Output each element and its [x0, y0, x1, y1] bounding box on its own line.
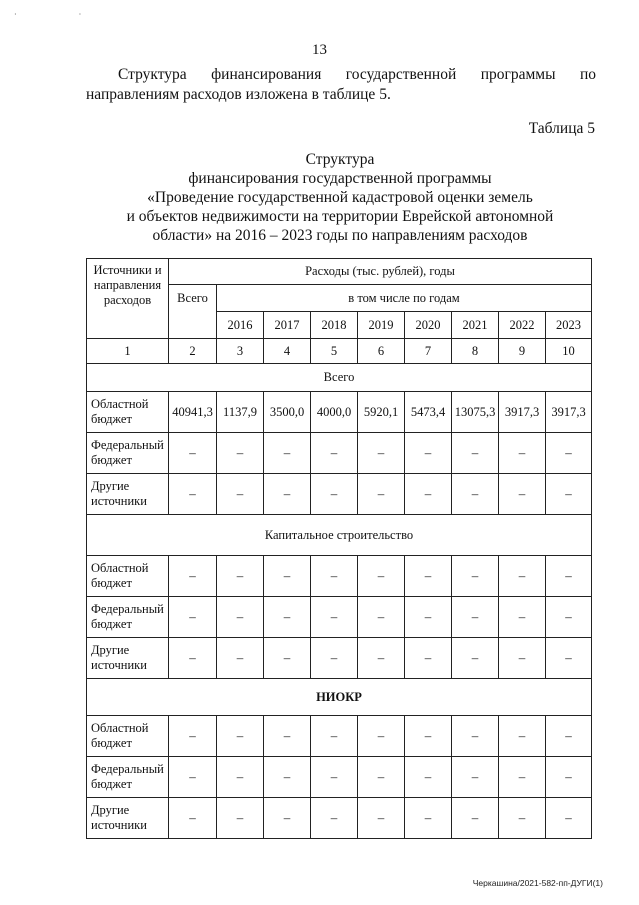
page-number: 13 — [312, 42, 327, 58]
value-cell: – — [499, 474, 546, 515]
value-cell: 3917,3 — [499, 392, 546, 433]
value-cell: – — [546, 798, 592, 839]
value-cell: – — [358, 474, 405, 515]
value-cell: – — [358, 597, 405, 638]
column-number: 9 — [499, 339, 546, 364]
value-cell: – — [264, 757, 311, 798]
header-source: Источники и направления расходов — [87, 259, 169, 339]
value-cell: – — [546, 716, 592, 757]
value-cell: – — [264, 474, 311, 515]
table-title — [60, 150, 620, 245]
value-cell: – — [499, 597, 546, 638]
value-cell: – — [217, 638, 264, 679]
table-row — [87, 597, 592, 638]
year-header: 2018 — [311, 312, 358, 339]
value-cell: – — [405, 716, 452, 757]
value-cell: – — [546, 757, 592, 798]
value-cell: 1137,9 — [217, 392, 264, 433]
table-row — [87, 716, 592, 757]
column-number: 5 — [311, 339, 358, 364]
row-source: Областной бюджет — [87, 716, 169, 757]
value-cell: – — [217, 798, 264, 839]
title-line: и объектов недвижимости на территории Еврейской автономной — [126, 208, 554, 225]
value-cell: – — [546, 556, 592, 597]
value-cell: – — [264, 597, 311, 638]
value-cell: – — [452, 556, 499, 597]
value-cell: 3917,3 — [546, 392, 592, 433]
value-cell: – — [217, 433, 264, 474]
row-source: Областной бюджет — [87, 392, 169, 433]
financing-table — [86, 258, 592, 839]
value-cell: – — [499, 757, 546, 798]
value-cell: – — [358, 716, 405, 757]
intro-word: по — [579, 66, 597, 83]
value-cell: – — [169, 757, 217, 798]
row-source: Федеральный бюджет — [87, 757, 169, 798]
value-cell: – — [452, 597, 499, 638]
value-cell: – — [264, 798, 311, 839]
section-title: Капитальное строительство — [87, 515, 592, 556]
value-cell: – — [311, 433, 358, 474]
column-number: 8 — [452, 339, 499, 364]
table-row — [87, 392, 592, 433]
value-cell: – — [499, 798, 546, 839]
value-cell: – — [405, 597, 452, 638]
value-cell: – — [405, 474, 452, 515]
header-expenses: Расходы (тыс. рублей), годы — [169, 259, 592, 285]
row-source: Другие источники — [87, 798, 169, 839]
year-header: 2016 — [217, 312, 264, 339]
year-header: 2023 — [546, 312, 592, 339]
value-cell: 4000,0 — [311, 392, 358, 433]
column-number: 7 — [405, 339, 452, 364]
column-number: 4 — [264, 339, 311, 364]
value-cell: – — [452, 798, 499, 839]
value-cell: – — [311, 757, 358, 798]
table-row — [87, 556, 592, 597]
column-number: 2 — [169, 339, 217, 364]
value-cell: – — [452, 474, 499, 515]
table-label: Таблица 5 — [528, 120, 595, 137]
value-cell: – — [405, 757, 452, 798]
value-cell: – — [452, 433, 499, 474]
title-line: области» на 2016 – 2023 годы по направлениям расходов — [152, 227, 528, 244]
value-cell: – — [358, 638, 405, 679]
column-number: 6 — [358, 339, 405, 364]
value-cell: – — [499, 433, 546, 474]
value-cell: – — [358, 433, 405, 474]
value-cell: – — [546, 433, 592, 474]
footer-reference: Черкашина/2021-582-пп-ДУГИ(1) — [472, 878, 603, 888]
intro-word: программы — [480, 66, 556, 83]
value-cell: – — [311, 474, 358, 515]
intro-line-2: направлениям расходов изложена в таблице 5. — [86, 86, 391, 103]
value-cell: – — [264, 716, 311, 757]
row-source: Областной бюджет — [87, 556, 169, 597]
intro-line-1 — [118, 66, 596, 84]
header-total: Всего — [169, 285, 217, 339]
value-cell: – — [169, 716, 217, 757]
value-cell: – — [358, 798, 405, 839]
value-cell: – — [546, 638, 592, 679]
year-header: 2022 — [499, 312, 546, 339]
value-cell: – — [264, 638, 311, 679]
value-cell: – — [546, 474, 592, 515]
title-line: Структура — [305, 151, 375, 168]
value-cell: – — [311, 638, 358, 679]
section-title: НИОКР — [87, 679, 592, 716]
value-cell: – — [452, 716, 499, 757]
value-cell: – — [311, 716, 358, 757]
title-line: «Проведение государственной кадастровой оценки земель — [147, 189, 533, 206]
value-cell: 5920,1 — [358, 392, 405, 433]
value-cell: 13075,3 — [452, 392, 499, 433]
year-header: 2021 — [452, 312, 499, 339]
value-cell: – — [217, 757, 264, 798]
value-cell: – — [311, 556, 358, 597]
intro-word: Структура — [118, 66, 187, 83]
value-cell: – — [311, 597, 358, 638]
year-header: 2017 — [264, 312, 311, 339]
column-number: 10 — [546, 339, 592, 364]
value-cell: – — [217, 597, 264, 638]
row-source: Другие источники — [87, 474, 169, 515]
value-cell: – — [452, 638, 499, 679]
value-cell: – — [264, 433, 311, 474]
table-row — [87, 638, 592, 679]
value-cell: – — [311, 798, 358, 839]
year-header: 2019 — [358, 312, 405, 339]
value-cell: – — [217, 556, 264, 597]
intro-word: финансирования — [211, 66, 322, 83]
intro-word: государственной — [345, 66, 457, 83]
value-cell: – — [264, 556, 311, 597]
value-cell: – — [217, 716, 264, 757]
value-cell: – — [499, 556, 546, 597]
value-cell: – — [169, 433, 217, 474]
value-cell: – — [358, 757, 405, 798]
value-cell: – — [546, 597, 592, 638]
year-header: 2020 — [405, 312, 452, 339]
value-cell: – — [169, 474, 217, 515]
row-source: Другие источники — [87, 638, 169, 679]
value-cell: – — [169, 638, 217, 679]
value-cell: 3500,0 — [264, 392, 311, 433]
value-cell: – — [405, 798, 452, 839]
value-cell: – — [499, 638, 546, 679]
section-title: Всего — [87, 364, 592, 392]
value-cell: 5473,4 — [405, 392, 452, 433]
column-number: 3 — [217, 339, 264, 364]
table-row — [87, 757, 592, 798]
value-cell: – — [217, 474, 264, 515]
row-source: Федеральный бюджет — [87, 597, 169, 638]
value-cell: – — [358, 556, 405, 597]
value-cell: – — [405, 556, 452, 597]
table-row — [87, 474, 592, 515]
value-cell: – — [405, 433, 452, 474]
value-cell: 40941,3 — [169, 392, 217, 433]
header-by-years: в том числе по годам — [217, 285, 592, 312]
value-cell: – — [405, 638, 452, 679]
value-cell: – — [169, 798, 217, 839]
title-line: финансирования государственной программы — [188, 170, 492, 187]
table-row — [87, 433, 592, 474]
scan-specks: · · — [14, 10, 112, 19]
value-cell: – — [452, 757, 499, 798]
value-cell: – — [499, 716, 546, 757]
value-cell: – — [169, 597, 217, 638]
row-source: Федеральный бюджет — [87, 433, 169, 474]
column-number: 1 — [87, 339, 169, 364]
value-cell: – — [169, 556, 217, 597]
table-row — [87, 798, 592, 839]
